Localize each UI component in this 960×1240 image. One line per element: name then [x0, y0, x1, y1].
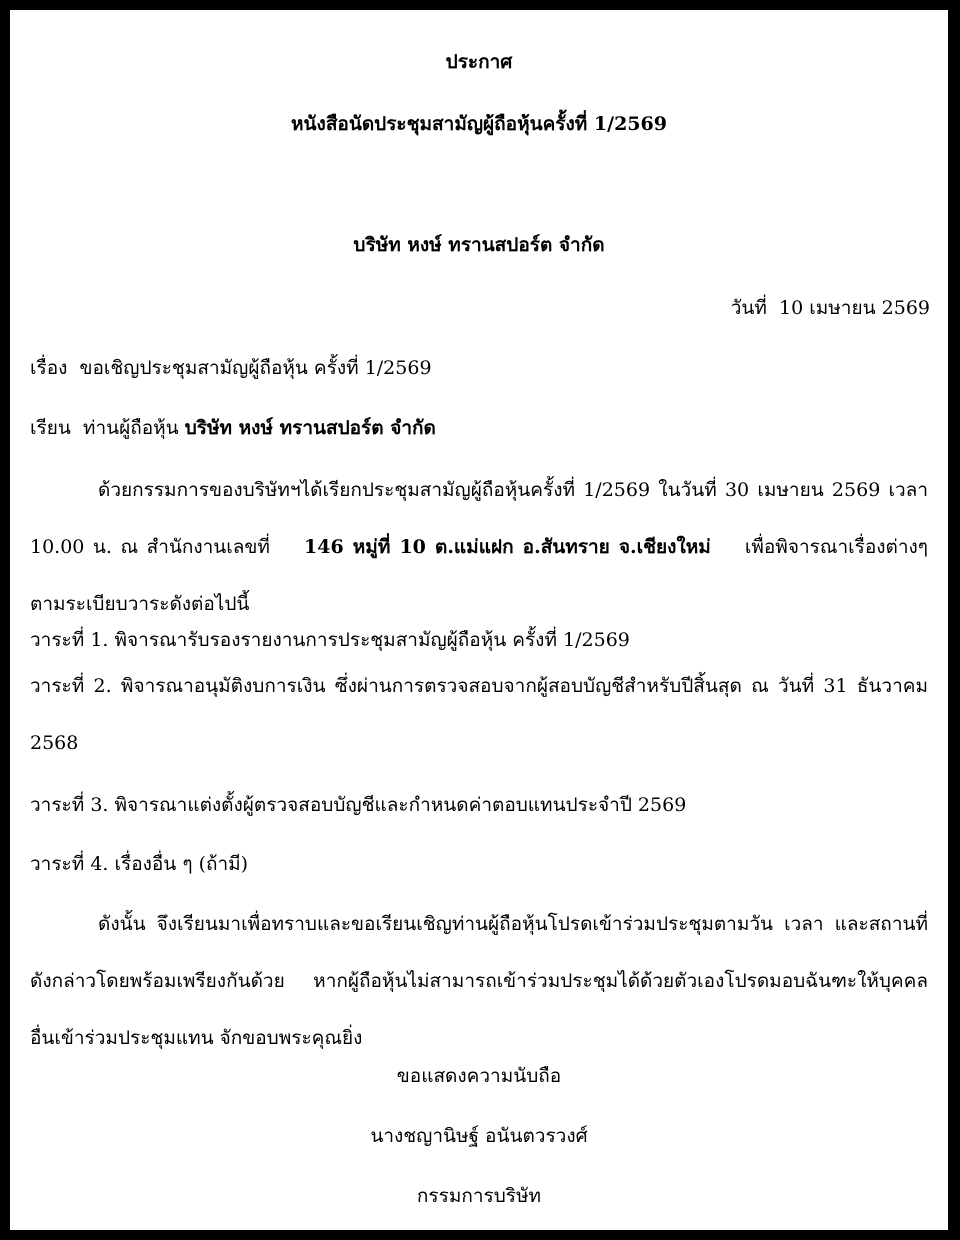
date-value: 10 เมษายน 2569 — [779, 297, 930, 319]
date-line — [731, 296, 930, 320]
subject-text: ขอเชิญประชุมสามัญผู้ถือหุ้น ครั้งที่ 1/2569 — [79, 357, 432, 379]
intro-part1: ด้วยกรรมการของบริษัทฯได้เรียกประชุมสามัญผู้ถือหุ้นครั้งที่ 1/2569 ในวันที่ 30 เมษายน 2569 เวลา 10.00 น. ณ สำนักงานเลขที่ — [30, 479, 928, 558]
signatory-position: กรรมการบริษัท — [416, 1185, 542, 1207]
meeting-address: 146 หมู่ที่ 10 ต.แม่แฝก อ.สันทราย จ.เชียงใหม่ — [304, 536, 711, 558]
agenda-label: วาระที่ — [30, 629, 85, 651]
intro-paragraph — [30, 462, 928, 633]
agenda-item-4 — [30, 852, 248, 876]
company-name: บริษัท หงษ์ ทรานสปอร์ต จำกัด — [353, 234, 605, 256]
regards-text: ขอแสดงความนับถือ — [396, 1065, 562, 1087]
recipient-text: ท่านผู้ถือหุ้น — [82, 417, 179, 439]
agenda-text: 2. พิจารณาอนุมัติงบการเงิน ซึ่งผ่านการตรวจสอบจากผู้สอบบัญชีสำหรับปีสิ้นสุด ณ วันที่ 31 ธันวาคม 2568 — [30, 675, 928, 754]
document-title: ประกาศ — [445, 51, 513, 73]
document-subtitle: หนังสือนัดประชุมสามัญผู้ถือหุ้นครั้งที่ 1/2569 — [291, 113, 667, 135]
agenda-item-1 — [30, 628, 630, 652]
subject-line — [30, 356, 432, 380]
closing-paragraph: ดังนั้น จึงเรียนมาเพื่อทราบและขอเรียนเชิญท่านผู้ถือหุ้นโปรดเข้าร่วมประชุมตามวัน เวลา และสถานที่ดังกล่าวโดยพร้อมเพรียงกันด้วย หากผู้ถือหุ้นไม่สามารถเข้าร่วมประชุมได้ด้วยตัวเองโปรดมอบฉันฑะให้บุคคลอื่นเข้าร่วมประชุมแทน จักขอบพระคุณยิ่ง — [30, 913, 928, 1049]
announcement-page — [10, 10, 948, 1230]
intro-part2: เพื่อพิจารณาเรื่องต่างๆ ตามระเบียบวาระดังต่อไปนี้ — [30, 536, 929, 615]
recipient-line — [30, 416, 436, 440]
signatory-name: นางชญานิษฐ์ อนันตวรวงศ์ — [370, 1125, 588, 1147]
subject-label: เรื่อง — [30, 357, 68, 379]
recipient-company: บริษัท หงษ์ ทรานสปอร์ต จำกัด — [184, 417, 436, 439]
agenda-item-2 — [30, 658, 928, 772]
agenda-text: 3. พิจารณาแต่งตั้งผู้ตรวจสอบบัญชีและกำหนดค่าตอบแทนประจำปี 2569 — [90, 794, 687, 816]
agenda-text: 4. เรื่องอื่น ๆ (ถ้ามี) — [90, 853, 249, 875]
agenda-text: 1. พิจารณารับรองรายงานการประชุมสามัญผู้ถือหุ้น ครั้งที่ 1/2569 — [90, 629, 630, 651]
recipient-label: เรียน — [30, 417, 71, 439]
agenda-label: วาระที่ — [30, 675, 85, 697]
agenda-label: วาระที่ — [30, 794, 85, 816]
agenda-label: วาระที่ — [30, 853, 85, 875]
agenda-item-3 — [30, 793, 686, 817]
date-label: วันที่ — [730, 297, 767, 319]
